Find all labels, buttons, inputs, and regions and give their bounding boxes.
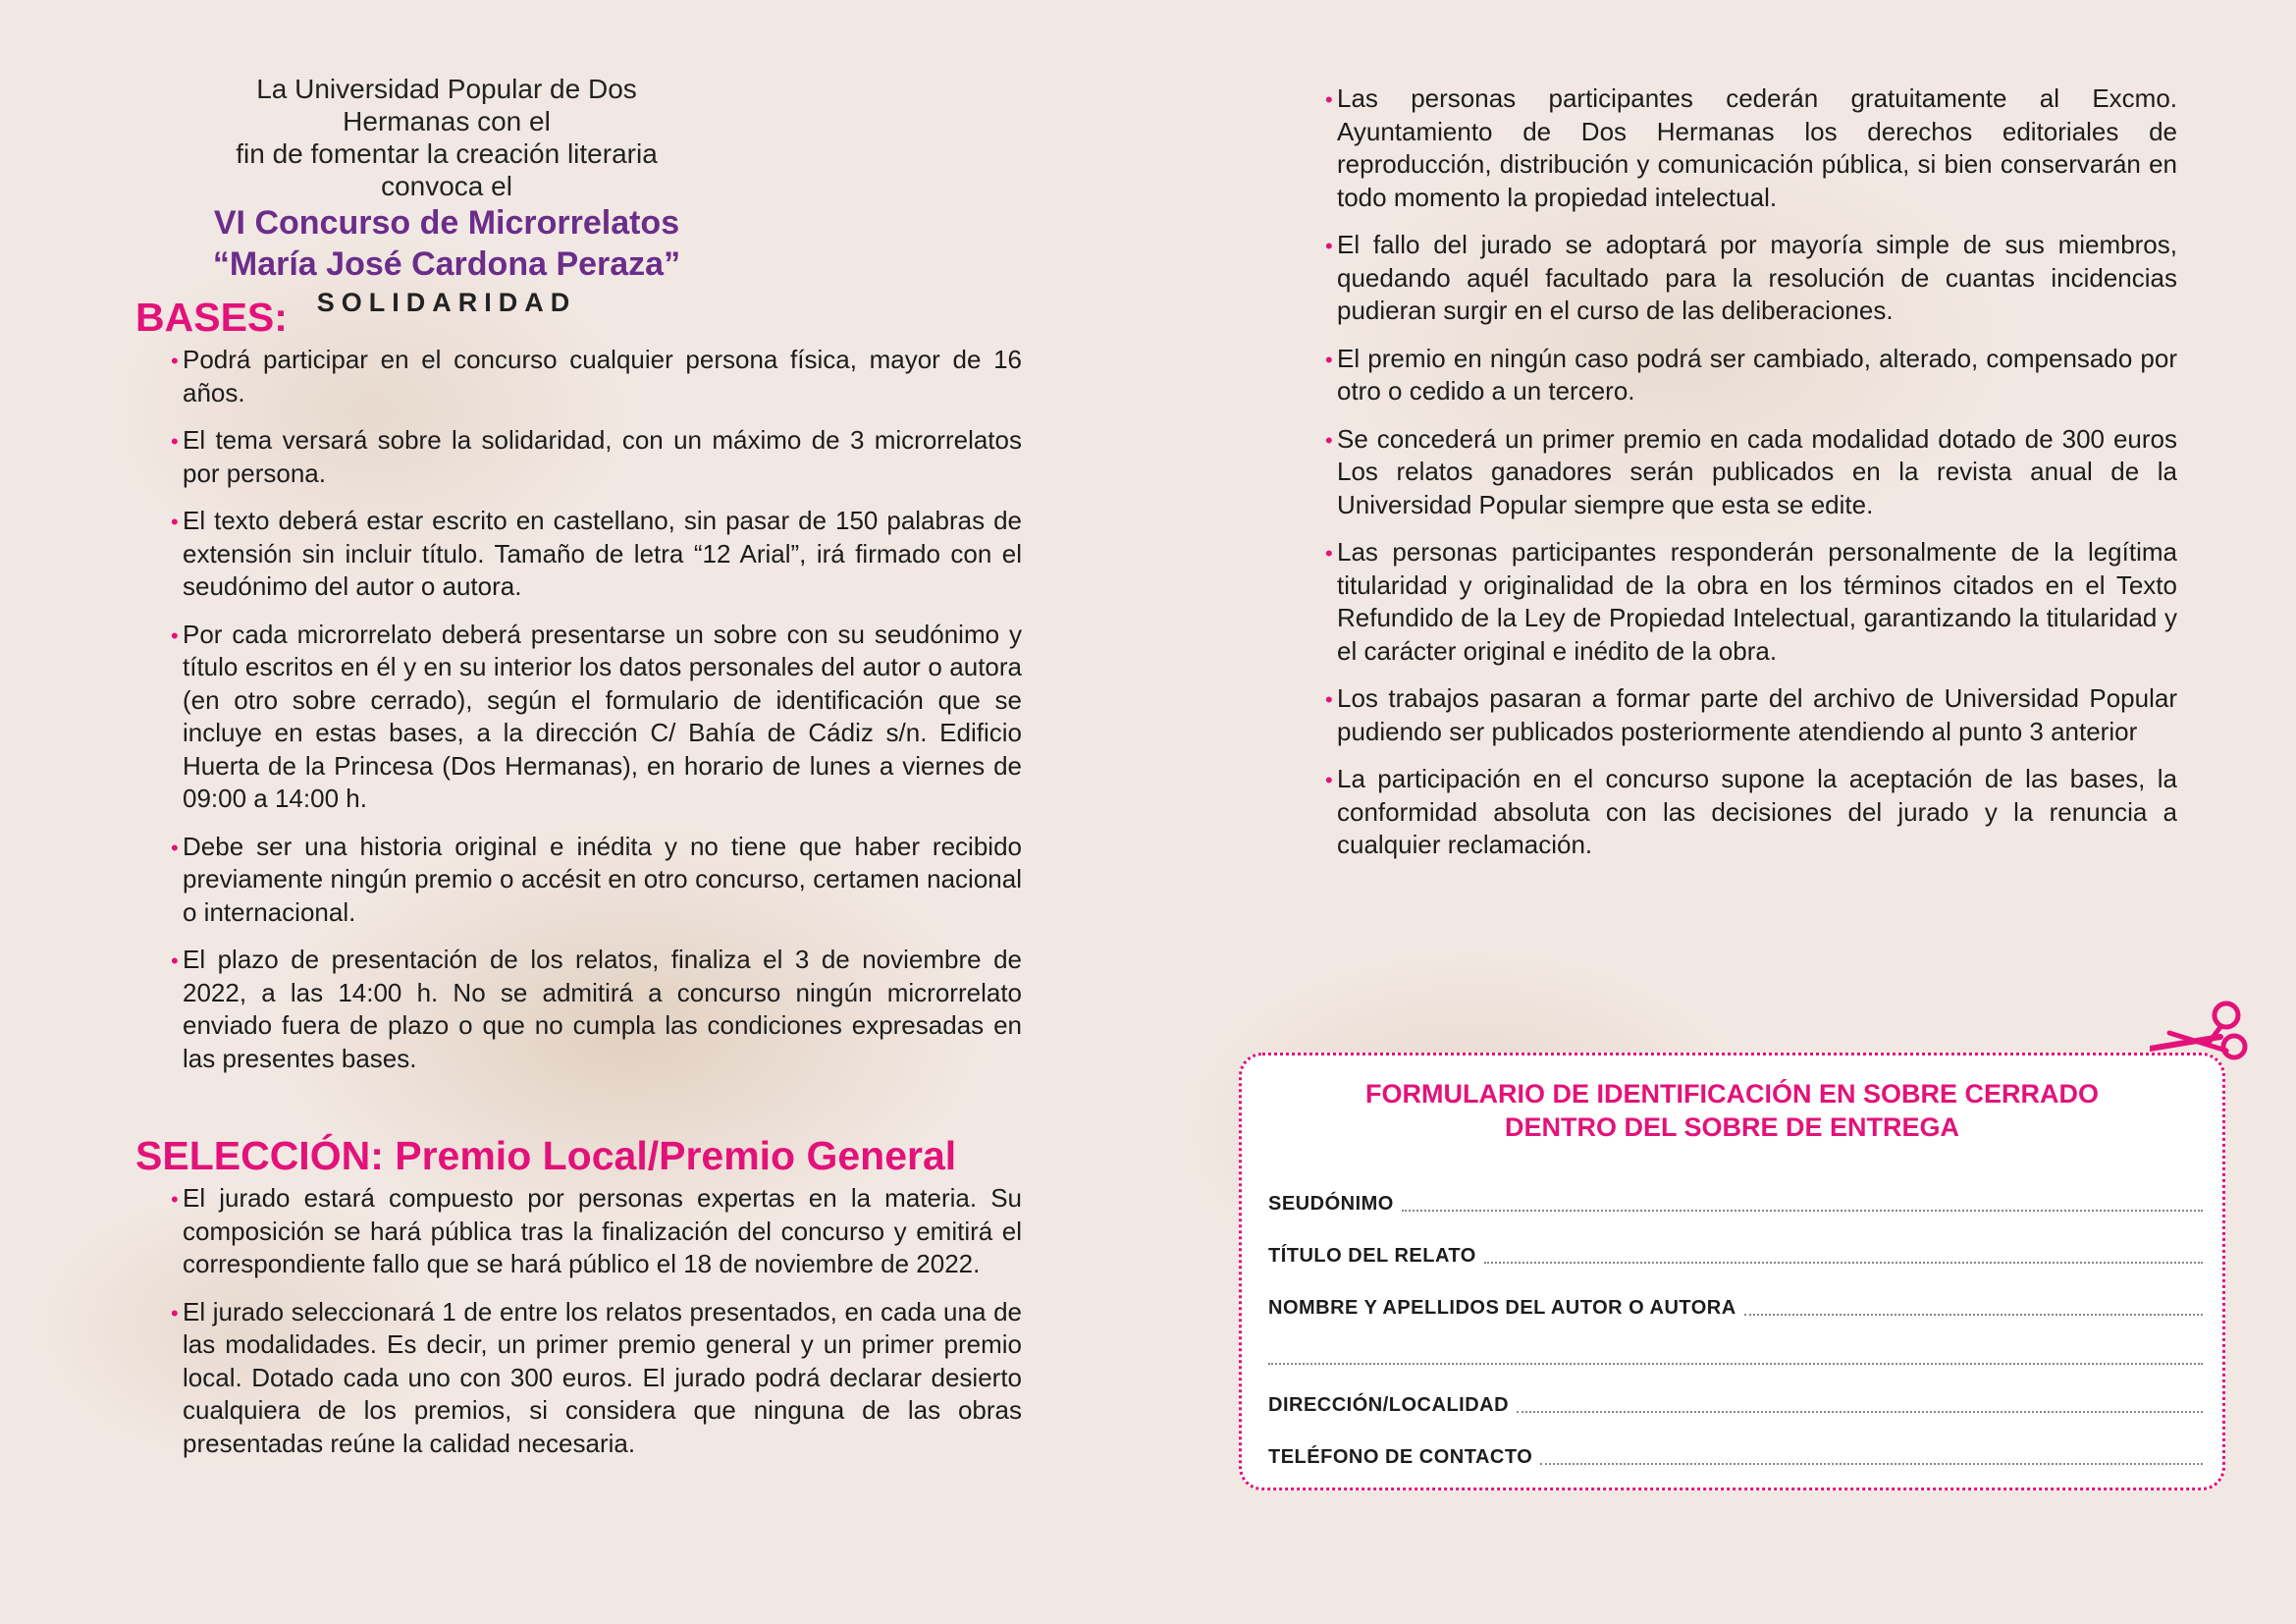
list-item: • El fallo del jurado se adoptará por mayoría simple de sus miembros, quedando aquél facultado para la resolución de cuantas incidencias pudieran surgir en el curso de las deliberaciones. (1325, 230, 2177, 325)
intro-line-2: fin de fomentar la creación literaria convoca el (236, 138, 658, 201)
seleccion-list (141, 1182, 1022, 1475)
rules-list (1296, 82, 2177, 877)
bullet-icon: • (171, 510, 179, 534)
intro-block (196, 73, 697, 319)
bullet-icon: • (171, 1300, 179, 1326)
list-item: • Los trabajos pasaran a formar parte del archivo de Universidad Popular pudiendo ser publicados posteriormente atendiendo al punto 3 anterior (1325, 683, 2177, 746)
list-item: • Las personas participantes responderán personalmente de la legítima titularidad y originalidad de la obra en los términos citados en el Texto Refundido de la Ley de Propiedad Intelectual, garantizando la titularidad y el carácter original e inédito de la obra. (1325, 537, 2177, 666)
bullet-icon: • (1325, 687, 1333, 712)
list-item: • Podrá participar en el concurso cualquier persona física, mayor de 16 años. (171, 345, 1022, 407)
list-item: • El jurado estará compuesto por personas expertas en la materia. Su composición se hará pública tras la finalización del concurso y emitirá el correspondiente fallo que se hará público el 18 de noviembre de 2022. (171, 1183, 1022, 1278)
form-title-line-2: DENTRO DEL SOBRE DE ENTREGA (1504, 1112, 1960, 1142)
list-item: • Las personas participantes cederán gratuitamente al Excmo. Ayuntamiento de Dos Hermanas los derechos editoriales de reproducción, distribución y comunicación pública, si bien conservarán en todo momento la propiedad intelectual. (1325, 83, 2177, 212)
bullet-icon: • (1325, 347, 1333, 372)
phone-field[interactable] (1268, 1446, 2203, 1469)
bullet-icon: • (1325, 234, 1333, 258)
field-line[interactable] (1402, 1210, 2203, 1212)
bullet-icon: • (171, 835, 179, 860)
author-name-extra-line[interactable] (1268, 1363, 2203, 1365)
list-item: • El premio en ningún caso podrá ser cambiado, alterado, compensado por otro o cedido a un tercero. (1325, 343, 2177, 406)
field-line[interactable] (1517, 1411, 2203, 1413)
author-name-field[interactable] (1268, 1297, 2203, 1320)
contest-dedication: “María José Cardona Peraza” (212, 245, 681, 283)
bullet-icon: • (1325, 87, 1333, 112)
bullet-icon: • (1325, 541, 1333, 566)
title-field[interactable] (1268, 1245, 2203, 1268)
bullet-icon: • (171, 623, 179, 648)
list-item: • Por cada microrrelato deberá presentarse un sobre con su seudónimo y título escritos en él y en su interior los datos personales del autor o autora (en otro sobre cerrado), según el formulario de identificación que se incluye en estas bases, a la dirección C/ Bahía de Cádiz s/n. Edificio Huerta de la Princesa (Dos Hermanas), en horario de lunes a viernes de 09:00 a 14:00 h. (171, 619, 1022, 813)
form-title-line-1: FORMULARIO DE IDENTIFICACIÓN EN SOBRE CERRADO (1364, 1079, 2099, 1109)
form-title (1242, 1077, 2222, 1144)
intro-line-1: La Universidad Popular de Dos Hermanas con el (256, 74, 637, 136)
bullet-icon: • (171, 948, 179, 973)
field-line[interactable] (1744, 1314, 2203, 1316)
contest-title: VI Concurso de Microrrelatos (213, 204, 680, 242)
field-label: TELÉFONO DE CONTACTO (1268, 1446, 1533, 1468)
list-item: • Se concederá un primer premio en cada modalidad dotado de 300 euros Los relatos ganadores serán publicados en la revista anual de la Universidad Popular siempre que esta se edite. (1325, 423, 2177, 519)
bullet-icon: • (1325, 768, 1333, 792)
address-field[interactable] (1268, 1394, 2203, 1417)
field-label: DIRECCIÓN/LOCALIDAD (1268, 1394, 1510, 1416)
field-line[interactable] (1540, 1463, 2203, 1465)
field-label: NOMBRE Y APELLIDOS DEL AUTOR O AUTORA (1268, 1297, 1736, 1319)
list-item: • El texto deberá estar escrito en castellano, sin pasar de 150 palabras de extensión sin incluir título. Tamaño de letra “12 Arial”, irá firmado con el seudónimo del autor o autora. (171, 506, 1022, 601)
list-item: • La participación en el concurso supone la aceptación de las bases, la conformidad absoluta con las decisiones del jurado y la renuncia a cualquier reclamación. (1325, 764, 2177, 859)
list-item: • El tema versará sobre la solidaridad, con un máximo de 3 microrrelatos por persona. (171, 425, 1022, 488)
list-item: • El jurado seleccionará 1 de entre los relatos presentados, en cada una de las modalidades. Es decir, un primer premio general y un primer premio local. Dotado cada uno con 300 euros. El jurado podrá declarar desierto cualquiera de los premios, si considera que ninguna de las obras presentadas reúne la calidad necesaria. (171, 1296, 1022, 1458)
bases-heading: BASES: (135, 295, 288, 340)
bullet-icon: • (1325, 427, 1333, 453)
bullet-icon: • (171, 1187, 179, 1212)
bases-list (141, 344, 1022, 1090)
bullet-icon: • (171, 349, 179, 373)
list-item: • El plazo de presentación de los relatos, finaliza el 3 de noviembre de 2022, a las 14:00 h. No se admitirá a concurso ningún microrrelato enviado fuera de plazo o que no cumpla las condiciones expresadas en las presentes bases. (171, 945, 1022, 1073)
contest-theme: SOLIDARIDAD (316, 288, 577, 317)
identification-form (1239, 1053, 2225, 1490)
pseudonym-field[interactable] (1268, 1193, 2203, 1216)
field-line[interactable] (1484, 1262, 2203, 1264)
seleccion-heading: SELECCIÓN: Premio Local/Premio General (135, 1133, 957, 1178)
field-label: SEUDÓNIMO (1268, 1193, 1394, 1215)
list-item: • Debe ser una historia original e inédita y no tiene que haber recibido previamente ningún premio o accésit en otro concurso, certamen nacional o internacional. (171, 831, 1022, 927)
bullet-icon: • (171, 429, 179, 454)
field-label: TÍTULO DEL RELATO (1268, 1245, 1476, 1267)
